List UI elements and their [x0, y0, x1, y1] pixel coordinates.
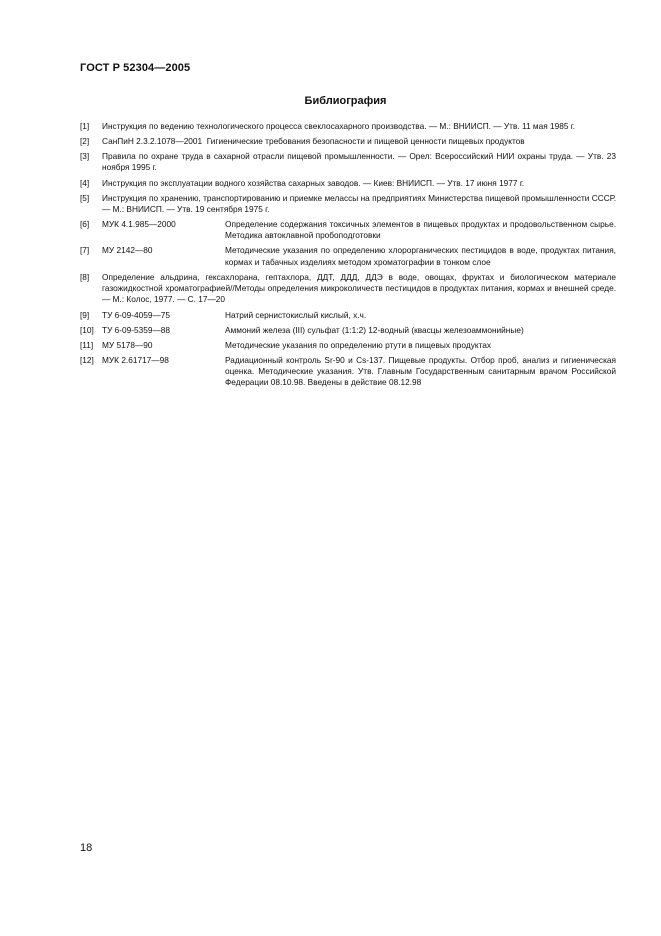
entry-text: Радиационный контроль Sr-90 и Cs-137. Пищевые продукты. Отбор проб, анализ и гигиеническая оценка. Методические указания. Утв. Главным Государственным санитарным врачом Российской Федерации 08.10.98. Введены в действие 08.12.98	[225, 354, 616, 388]
bib-entry-2	[80, 136, 616, 147]
entry-number: [3]	[80, 151, 90, 162]
entry-number: [4]	[80, 177, 90, 188]
entry-number: [9]	[80, 309, 90, 320]
entry-text: Методические указания по определению ртути в пищевых продуктах	[225, 339, 492, 350]
entry-text: Инструкция по ведению технологического процесса свеклосахарного производства. — М.: ВНИИСП. — Утв. 11 мая 1985 г.	[102, 121, 576, 131]
entry-code: МУК 4.1.985—2000	[102, 219, 176, 230]
entry-text: Методические указания по определению хлорорганических пестицидов в воде, продуктах питания, кормах и табачных изделиях методом хроматографии в тонком слое	[225, 245, 616, 267]
entry-text: Определение содержания токсичных элементов в пищевых продуктах и продовольственном сырье. Методика автоклавной пробоподготовки	[225, 219, 616, 241]
entry-code: ТУ 6-09-5359—88	[102, 324, 170, 335]
bib-entry-8	[80, 272, 616, 306]
bib-entry-1	[80, 121, 616, 132]
entry-text: Натрий сернистокислый кислый, х.ч.	[225, 309, 367, 320]
entry-text: СанПиН 2.3.2.1078—2001 Гигиенические требования безопасности и пищевой ценности пищевых продуктов	[102, 136, 525, 147]
entry-code: МУ 2142—80	[102, 245, 153, 256]
entry-number: [10]	[80, 324, 94, 335]
entry-text: Определение альдрина, гексахлорана, гептахлора, ДДТ, ДДД, ДДЭ в воде, овощах, фруктах и биологическом материале газожидкостной хроматографией//Методы определения микроколичеств пестицидов в продуктах питания, кормах и внешней среде. — М.: Колос, 1977. — С. 17—20	[102, 271, 616, 305]
entry-number: [2]	[80, 136, 90, 147]
entry-text: Инструкция по эксплуатации водного хозяйства сахарных заводов. — Киев: ВНИИСП. — Утв. 17 июня 1977 г.	[102, 177, 525, 188]
entry-number: [12]	[80, 354, 94, 365]
bibliography-list	[80, 121, 616, 393]
entry-text: Правила по охране труда в сахарной отрасли пищевой промышленности. — Орел: Всероссийский НИИ охраны труда. — Утв. 23 ноября 1995 г.	[102, 151, 616, 173]
entry-code: МУК 2.61717—98	[102, 354, 169, 365]
entry-number: [5]	[80, 192, 90, 203]
bib-entry-12	[80, 355, 616, 389]
bib-entry-7	[80, 245, 616, 268]
bib-entry-9	[80, 310, 616, 321]
entry-number: [6]	[80, 219, 90, 230]
entry-number: [1]	[80, 121, 90, 131]
bib-entry-10	[80, 325, 616, 336]
page-number: 18	[80, 842, 93, 854]
entry-code: МУ 5178—90	[102, 339, 153, 350]
bib-entry-11	[80, 340, 616, 351]
entry-code: ТУ 6-09-4059—75	[102, 309, 170, 320]
entry-text: Инструкция по хранению, транспортированию и приемке мелассы на предприятиях Министерства пищевой промышленности СССР. — М.: ВНИИСП. — Утв. 19 сентября 1975 г.	[102, 192, 616, 214]
bib-entry-3	[80, 151, 616, 174]
bibliography-title: Библиография	[304, 95, 387, 107]
entry-text: Аммоний железа (III) сульфат (1:1:2) 12-водный (квасцы железоаммонийные)	[225, 324, 524, 335]
entry-number: [8]	[80, 271, 90, 282]
entry-number: [11]	[80, 339, 94, 350]
entry-number: [7]	[80, 245, 90, 256]
document-id: ГОСТ Р 52304—2005	[80, 62, 191, 74]
bib-entry-5	[80, 193, 616, 216]
bib-entry-6	[80, 219, 616, 242]
bib-entry-4	[80, 178, 616, 189]
